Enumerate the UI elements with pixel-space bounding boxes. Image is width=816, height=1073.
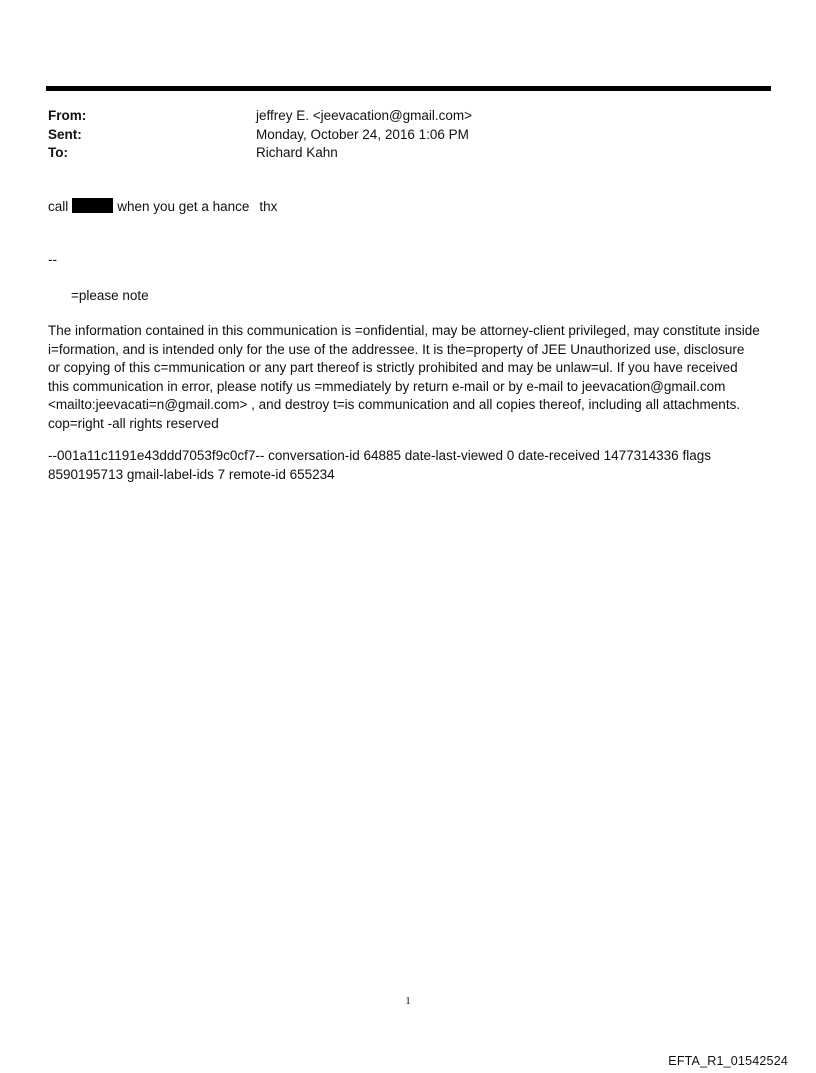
call-middle: when you get a hance bbox=[117, 199, 250, 214]
sent-value: Monday, October 24, 2016 1:06 PM bbox=[256, 126, 469, 142]
from-label: From: bbox=[48, 108, 87, 123]
header-divider bbox=[46, 86, 771, 91]
to-label: To: bbox=[48, 145, 68, 160]
email-header bbox=[48, 107, 768, 163]
sent-row bbox=[48, 126, 768, 145]
to-row bbox=[48, 144, 768, 163]
to-value: Richard Kahn bbox=[256, 145, 338, 160]
metadata-paragraph: --001a11c1191e43ddd7053f9c0cf7-- conversation-id 64885 date-last-viewed 0 date-received 1477314336 flags 8590195713 gmail-label-ids 7 remote-id 655234 bbox=[48, 448, 711, 482]
please-note: =please note bbox=[71, 288, 149, 303]
message-line bbox=[48, 198, 773, 217]
document-id: EFTA_R1_01542524 bbox=[668, 1054, 788, 1068]
sent-label: Sent: bbox=[48, 126, 82, 142]
page-number: 1 bbox=[405, 995, 411, 1007]
disclaimer-paragraph: The information contained in this communication is =onfidential, may be attorney-client privileged, may constitute inside i=formation, and is intended only for the use of the addressee. It is the=property of JEE Unauthorized use, disclosure or copying of this c=mmunication or any part thereof is strictly prohibited and may be unlaw=ul. If you have received this communication in error, please notify us =mmediately by return e-mail or by e-mail to jeevacation@gmail.com <mailto:jeevacati=n@gmail.com> , and destroy t=is communication and all copies thereof, including all attachments. cop=right -all rights reserved bbox=[48, 323, 760, 431]
from-row bbox=[48, 107, 768, 126]
call-prefix: call bbox=[48, 199, 69, 214]
redaction-box bbox=[72, 198, 113, 213]
call-suffix: thx bbox=[259, 199, 278, 214]
from-value: jeffrey E. <jeevacation@gmail.com> bbox=[256, 108, 473, 123]
signature-separator: -- bbox=[48, 252, 57, 267]
